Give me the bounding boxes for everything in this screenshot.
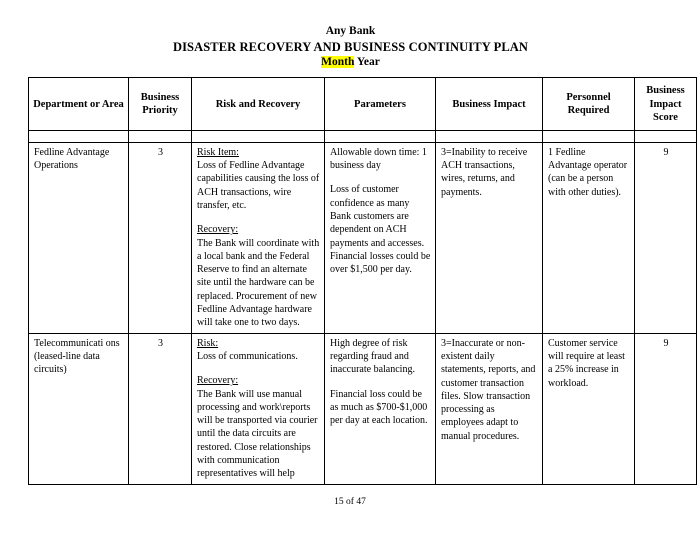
plan-title: DISASTER RECOVERY AND BUSINESS CONTINUITY PLAN bbox=[172, 39, 529, 54]
cell-department: Fedline Advantage Operations bbox=[29, 142, 129, 333]
page-footer: 15 of 47 bbox=[334, 497, 366, 507]
cell-personnel: 1 Fedline Advantage operator (can be a person with other duties). bbox=[543, 142, 635, 333]
parameters-paragraph-1: High degree of risk regarding fraud and inaccurate balancing. bbox=[330, 337, 415, 376]
cell-risk-recovery bbox=[192, 142, 325, 333]
risk-label: Risk: bbox=[197, 337, 219, 349]
risk-text: Loss of communications. bbox=[197, 350, 298, 362]
table-row bbox=[29, 142, 697, 333]
cell-parameters bbox=[325, 142, 436, 333]
parameters-paragraph-2: Loss of customer confidence as many Bank customers are dependent on ACH payments and accesses. Financial losses could be over $1,500 per day. bbox=[330, 184, 431, 276]
table-spacer-row bbox=[29, 130, 697, 142]
spacer-cell bbox=[436, 130, 543, 142]
table-header-row bbox=[29, 78, 697, 130]
column-header-parameters: Parameters bbox=[325, 78, 436, 130]
plan-date bbox=[28, 55, 673, 70]
cell-business-impact: 3=Inability to receive ACH transactions, wires, returns, and payments. bbox=[436, 142, 543, 333]
paragraph-gap bbox=[330, 377, 431, 388]
column-header-department: Department or Area bbox=[29, 78, 129, 130]
paragraph-gap bbox=[197, 212, 320, 223]
recovery-text: The Bank will coordinate with a local bank and the Federal Reserve to find an alternate site until the hardware can be replaced. Procurement of new Fedline Advantage hardware will take one to two days. bbox=[197, 237, 320, 329]
spacer-cell bbox=[635, 130, 697, 142]
column-header-risk-recovery: Risk and Recovery bbox=[192, 78, 325, 130]
parameters-paragraph-1: Allowable down time: 1 business day bbox=[330, 146, 427, 172]
spacer-cell bbox=[192, 130, 325, 142]
cell-impact-score: 9 bbox=[635, 333, 697, 484]
spacer-cell bbox=[543, 130, 635, 142]
cell-impact-score: 9 bbox=[635, 142, 697, 333]
cell-priority: 3 bbox=[129, 333, 192, 484]
recovery-label: Recovery: bbox=[197, 224, 239, 236]
cell-risk-recovery bbox=[192, 333, 325, 484]
disaster-recovery-table bbox=[28, 77, 697, 484]
date-month: Month bbox=[321, 55, 355, 68]
cell-parameters bbox=[325, 333, 436, 484]
column-header-impact-score: Business Impact Score bbox=[635, 78, 697, 130]
date-year: Year bbox=[356, 55, 380, 68]
risk-label: Risk Item: bbox=[197, 146, 239, 158]
spacer-cell bbox=[129, 130, 192, 142]
column-header-personnel: Personnel Required bbox=[543, 78, 635, 130]
recovery-label: Recovery: bbox=[197, 375, 239, 387]
paragraph-gap bbox=[197, 363, 320, 374]
paragraph-gap bbox=[330, 172, 431, 183]
column-header-priority: Business Priority bbox=[129, 78, 192, 130]
bank-name: Any Bank bbox=[325, 25, 376, 37]
cell-department: Telecommunicati ons (leased-line data circuits) bbox=[29, 333, 129, 484]
cell-priority: 3 bbox=[129, 142, 192, 333]
cell-personnel: Customer service will require at least a 25% increase in workload. bbox=[543, 333, 635, 484]
column-header-business-impact: Business Impact bbox=[436, 78, 543, 130]
parameters-paragraph-2: Financial loss could be as much as $700-$1,000 per day at each location. bbox=[330, 388, 428, 427]
table-row bbox=[29, 333, 697, 484]
cell-business-impact: 3=Inaccurate or non-existent daily statements, reports, and customer transaction files. Slow transaction processing as employees adapt to manual procedures. bbox=[436, 333, 543, 484]
spacer-cell bbox=[325, 130, 436, 142]
recovery-text: The Bank will use manual processing and work\reports will be transported via courier until the data circuits are restored. Close relationships with communication representatives will help bbox=[197, 388, 318, 480]
spacer-cell bbox=[29, 130, 129, 142]
document-header bbox=[28, 24, 673, 69]
risk-text: Loss of Fedline Advantage capabilities causing the loss of ACH transactions, wire transfer, etc. bbox=[197, 160, 320, 211]
